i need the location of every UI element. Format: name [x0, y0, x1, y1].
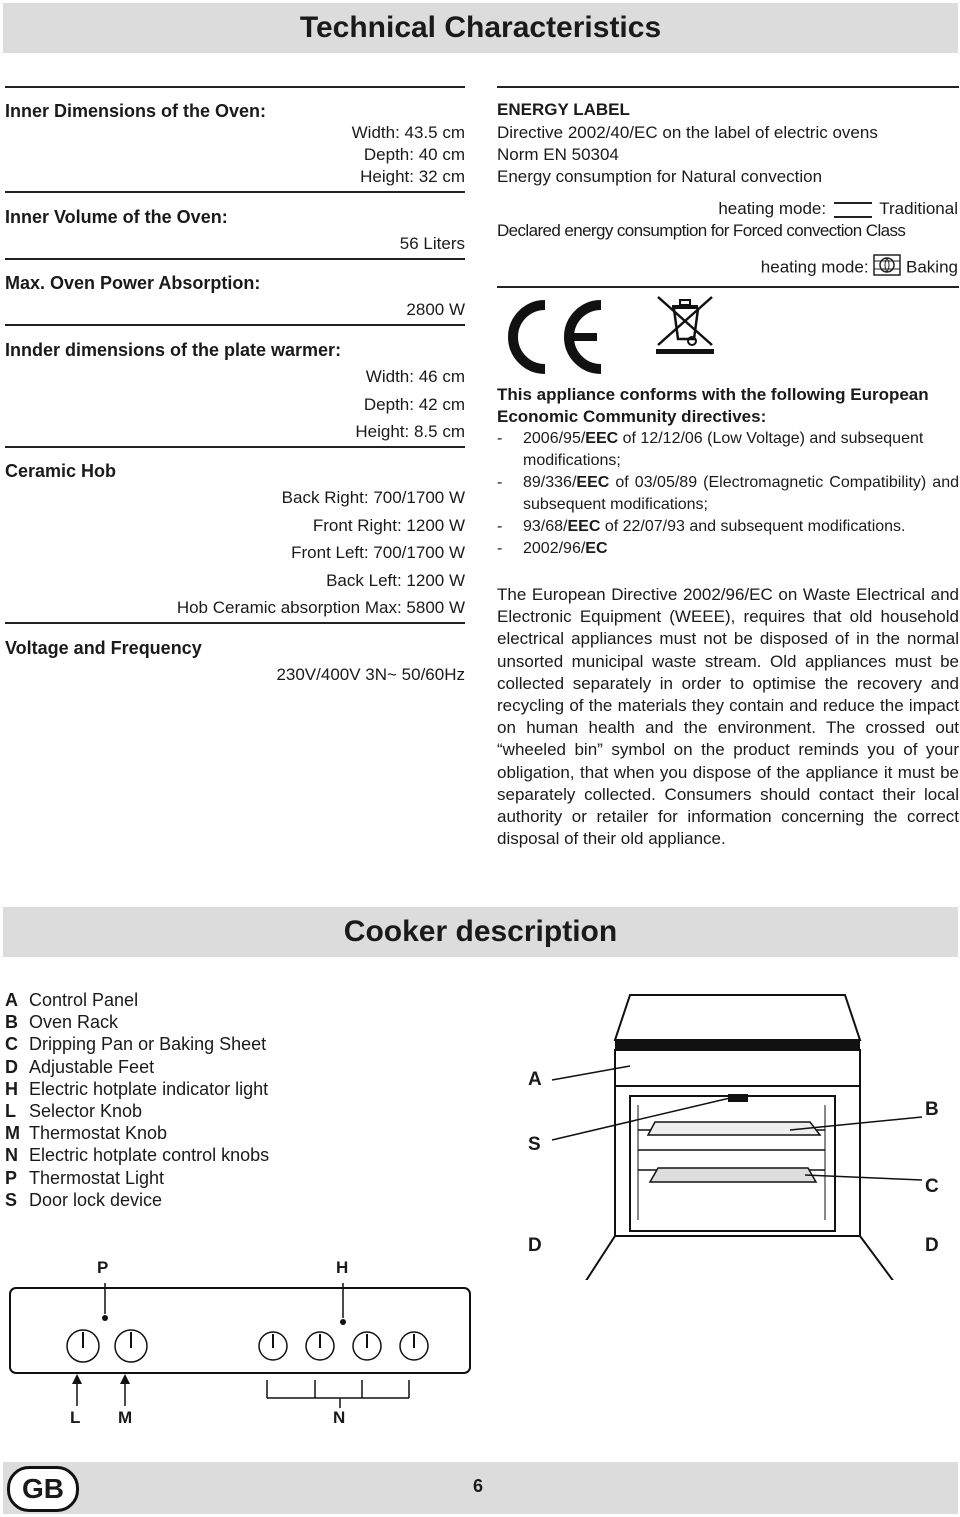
- list-item: - 89/336/EEC of 03/05/89 (Electromagnetic Compatibility) and subsequent modifications;: [497, 474, 959, 513]
- legend-item: N Electric hotplate control knobs: [5, 1145, 270, 1165]
- spec-label-voltage: Voltage and Frequency: [5, 638, 202, 658]
- energy-mode2-value: Baking: [906, 257, 958, 277]
- energy-mode1-value: Traditional: [879, 199, 958, 218]
- page-number: 6: [473, 1476, 484, 1496]
- legend-item: A Control Panel: [5, 990, 139, 1010]
- section-band: [3, 907, 958, 957]
- diagram-label-b: B: [925, 1099, 939, 1120]
- legend-item: H Electric hotplate indicator light: [5, 1079, 269, 1099]
- spec-inner-volume: 56 Liters: [399, 234, 465, 253]
- divider: [5, 86, 465, 88]
- diagram-label-s: S: [528, 1134, 541, 1155]
- legend-item: L Selector Knob: [5, 1101, 143, 1121]
- spec-warmer-depth: Depth: 42 cm: [363, 395, 465, 414]
- title-band: [3, 3, 958, 53]
- spec-voltage: 230V/400V 3N~ 50/60Hz: [276, 665, 465, 684]
- spec-hob-back-left: Back Left: 1200 W: [326, 571, 465, 590]
- oven-diagram: [520, 990, 960, 1280]
- list-item: - 2002/96/EC: [497, 540, 608, 557]
- spec-label-ceramic-hob: Ceramic Hob: [5, 461, 117, 481]
- section-title: Cooker description: [343, 915, 618, 948]
- divider: [497, 286, 959, 288]
- energy-mode2: [761, 254, 958, 282]
- energy-mode2-label: heating mode:: [760, 257, 869, 277]
- spec-label-power: Max. Oven Power Absorption:: [5, 273, 261, 293]
- divider: [5, 324, 465, 326]
- conformity-heading: This appliance conforms with the following European Economic Community directives:: [497, 385, 929, 427]
- divider: [5, 622, 465, 624]
- legend-item: C Dripping Pan or Baking Sheet: [5, 1034, 267, 1054]
- legend-item: P Thermostat Light: [5, 1168, 165, 1188]
- spec-label-inner-dimensions: Inner Dimensions of the Oven:: [5, 101, 267, 121]
- legend-item: B Oven Rack: [5, 1012, 119, 1032]
- diagram-label-h: H: [336, 1258, 349, 1277]
- diagram-label-l: L: [70, 1408, 81, 1427]
- energy-mode1-label: heating mode:: [718, 199, 827, 218]
- energy-directive: Directive 2002/40/EC on the label of electric ovens: [497, 123, 878, 142]
- diagram-label-d-right: D: [925, 1235, 939, 1256]
- spec-label-plate-warmer: Innder dimensions of the plate warmer:: [5, 340, 342, 360]
- diagram-label-p: P: [97, 1258, 109, 1277]
- divider: [497, 86, 959, 88]
- energy-mode1: [718, 198, 958, 220]
- diagram-label-d-left: D: [528, 1235, 542, 1256]
- language-badge: GB: [7, 1466, 79, 1512]
- list-item: - 93/68/EEC of 22/07/93 and subsequent modifications.: [497, 518, 906, 535]
- spec-hob-max: Hob Ceramic absorption Max: 5800 W: [176, 598, 465, 617]
- energy-norm: Norm EN 50304: [497, 145, 619, 164]
- traditional-mode-icon: [834, 202, 872, 218]
- spec-power: 2800 W: [406, 300, 465, 319]
- weee-paragraph: The European Directive 2002/96/EC on Waste Electrical and Electronic Equipment (WEEE), requires that old household electrical appliances must not be disposed of in the normal unsorted municipal waste stream. Old appliances must be collected separately in order to optimise the recovery and recycling of the materials they contain and reduce the impact on human health and the environment. The crossed out “wheeled bin” symbol on the product reminds you of your obligation, that when you dispose of the appliance it must be separately collected. Consumers should contact their local authority or retailer for information concerning the correct disposal of their old appliance.: [497, 585, 959, 849]
- divider: [5, 446, 465, 448]
- spec-label-inner-volume: Inner Volume of the Oven:: [5, 207, 228, 227]
- crossed-wheeled-bin-icon: [654, 295, 716, 360]
- diagram-label-n: N: [333, 1408, 346, 1427]
- page-title: Technical Characteristics: [299, 11, 662, 44]
- energy-heading: ENERGY LABEL: [497, 100, 630, 119]
- ce-mark-icon: [497, 297, 609, 382]
- divider: [5, 258, 465, 260]
- diagram-label-a: A: [528, 1069, 542, 1090]
- spec-hob-back-right: Back Right: 700/1700 W: [281, 488, 465, 507]
- spec-warmer-width: Width: 46 cm: [365, 367, 465, 386]
- diagram-label-c: C: [925, 1176, 939, 1197]
- conformity-list: [497, 428, 959, 560]
- control-panel-diagram: [5, 1258, 475, 1433]
- diagram-label-m: M: [118, 1408, 133, 1427]
- fan-baking-icon: [873, 254, 901, 282]
- spec-inner-depth: Depth: 40 cm: [363, 145, 465, 164]
- spec-inner-width: Width: 43.5 cm: [351, 123, 465, 142]
- legend-item: D Adjustable Feet: [5, 1057, 155, 1077]
- legend-item: S Door lock device: [5, 1190, 163, 1210]
- energy-natural-convection: Energy consumption for Natural convection: [497, 167, 823, 186]
- spec-hob-front-left: Front Left: 700/1700 W: [291, 543, 465, 562]
- energy-forced-convection: Declared energy consumption for Forced convection Class: [497, 221, 906, 240]
- list-item: - 2006/95/EEC of 12/12/06 (Low Voltage) and subsequent modifications;: [497, 430, 924, 469]
- spec-inner-height: Height: 32 cm: [360, 167, 465, 186]
- spec-warmer-height: Height: 8.5 cm: [355, 422, 465, 441]
- divider: [5, 191, 465, 193]
- legend-item: M Thermostat Knob: [5, 1123, 168, 1143]
- footer-band: [3, 1462, 958, 1514]
- spec-hob-front-right: Front Right: 1200 W: [312, 516, 465, 535]
